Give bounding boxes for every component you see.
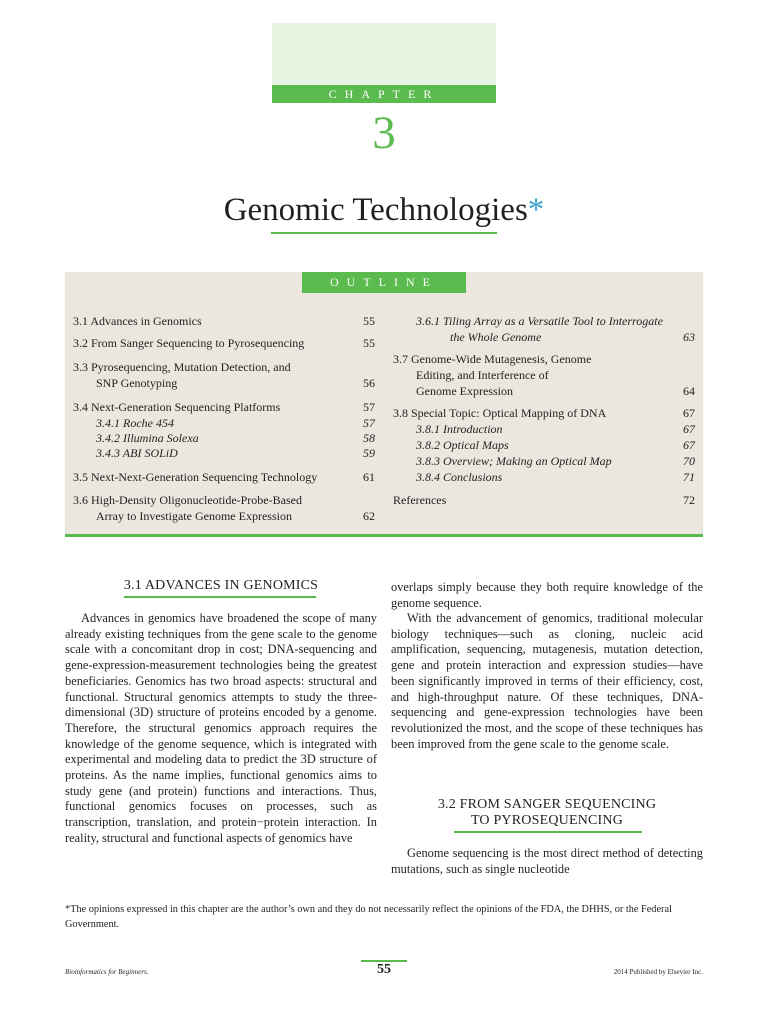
chapter-title: [120, 190, 648, 230]
outline-text: Advances in Genomics: [90, 314, 202, 328]
right-column-paragraph-continued: overlaps simply because they both require knowledge of the genome sequence.: [391, 580, 703, 610]
chapter-number: 3: [372, 107, 396, 159]
right-column-paragraph: With the advancement of genomics, traditional molecular biology techniques—such as cloning, nucleic acid amplification, sequencing, mutagenesis, mutation detection, gene and protein interaction and expression studies—have been significantly improved in terms of their efficiency, cost, and high-throughput nature. Of these techniques, DNA-sequencing and gene-expression technologies have been revolutionized the most, and the scope of these techniques has been improved from the gene scale to the genome scale.: [391, 611, 703, 751]
outline-num: 3.5: [73, 470, 88, 484]
outline-entry-3-3[interactable]: [73, 359, 291, 375]
outline-entry-3-8-4[interactable]: [416, 469, 502, 485]
outline-text: Overview; Making an Optical Map: [443, 454, 612, 468]
chapter-title-text: Genomic Technologies: [223, 192, 528, 228]
outline-page: 67: [683, 406, 695, 420]
outline-entry-3-4-1[interactable]: [96, 415, 174, 431]
outline-page: 67: [683, 438, 695, 452]
outline-page: 70: [683, 454, 695, 468]
outline-entry-3-7-cont: Editing, and Interference of: [416, 368, 549, 382]
outline-num: 3.2: [73, 336, 88, 350]
outline-page: 55: [363, 314, 375, 328]
outline-num: 3.8.4: [416, 470, 440, 484]
outline-page: 55: [363, 336, 375, 350]
outline-text: Genome-Wide Mutagenesis, Genome: [411, 352, 592, 366]
outline-page: 71: [683, 470, 695, 484]
outline-page: 58: [363, 431, 375, 445]
section-3-2-underline: [454, 831, 642, 833]
outline-text: High-Density Oligonucleotide-Probe-Based: [91, 493, 302, 507]
outline-num: 3.3: [73, 360, 88, 374]
outline-num: 3.1: [73, 314, 88, 328]
title-underline: [271, 232, 497, 234]
chapter-title-footnote-mark: *: [527, 192, 545, 228]
footer-publisher: 2014 Published by Elsevier Inc.: [613, 968, 703, 976]
outline-text: From Sanger Sequencing to Pyrosequencing: [91, 336, 305, 350]
outline-num: 3.4.3: [96, 446, 120, 460]
outline-entry-3-5[interactable]: [73, 469, 317, 485]
outline-num: 3.4.1: [96, 416, 120, 430]
outline-num: 3.4: [73, 400, 88, 414]
outline-page: 56: [363, 376, 375, 390]
outline-num: 3.8.3: [416, 454, 440, 468]
section-3-1-heading: 3.1 ADVANCES IN GENOMICS: [123, 578, 319, 593]
outline-text: Tiling Array as a Versatile Tool to Interrogate: [443, 314, 663, 328]
outline-num: 3.6.1: [416, 314, 440, 328]
outline-text: Roche 454: [123, 416, 174, 430]
outline-entry-3-6[interactable]: [73, 492, 302, 508]
outline-entry-3-7[interactable]: [393, 351, 591, 367]
page-number: 55: [377, 962, 391, 977]
outline-entry-3-6-1[interactable]: [416, 313, 663, 329]
outline-text: Special Topic: Optical Mapping of DNA: [411, 406, 607, 420]
outline-entry-3-1[interactable]: [73, 313, 202, 329]
outline-entry-3-8-2[interactable]: [416, 437, 509, 453]
outline-page: 57: [363, 400, 375, 414]
outline-entry-3-8-3[interactable]: [416, 453, 612, 469]
outline-entry-3-4-2[interactable]: [96, 430, 199, 446]
outline-label: OUTLINE: [302, 272, 466, 293]
outline-entry-3-2[interactable]: [73, 335, 304, 351]
chapter-header-box: [272, 23, 496, 85]
outline-num: 3.6: [73, 493, 88, 507]
outline-num: 3.8.1: [416, 422, 440, 436]
footer-book-title: Bioinformatics for Beginners.: [65, 968, 149, 976]
outline-entry-3-8[interactable]: [393, 405, 606, 421]
outline-page: 57: [363, 416, 375, 430]
outline-text: Introduction: [443, 422, 503, 436]
outline-entry-3-4[interactable]: [73, 399, 280, 415]
chapter-label: CHAPTER: [272, 85, 496, 103]
outline-text: Pyrosequencing, Mutation Detection, and: [91, 360, 291, 374]
outline-entry-references[interactable]: [393, 492, 446, 508]
section-3-2-heading-line2: TO PYROSEQUENCING: [470, 813, 624, 828]
outline-entry-3-4-3[interactable]: [96, 445, 178, 461]
section-3-1-underline: [124, 596, 316, 598]
outline-page: 61: [363, 470, 375, 484]
outline-text: ABI SOLiD: [122, 446, 178, 460]
outline-page: 72: [683, 493, 695, 507]
outline-num: 3.7: [393, 352, 408, 366]
outline-text: Illumina Solexa: [123, 431, 199, 445]
outline-page: 63: [683, 330, 695, 344]
section-3-2-heading-line1: 3.2 FROM SANGER SEQUENCING: [437, 797, 657, 812]
footnote: *The opinions expressed in this chapter are the author’s own and they do not necessarily reflect the opinions of the FDA, the DHHS, or the Federal Government.: [65, 904, 672, 930]
outline-entry-3-8-1[interactable]: [416, 421, 503, 437]
outline-page: 64: [683, 384, 695, 398]
outline-page: 67: [683, 422, 695, 436]
outline-num: 3.4.2: [96, 431, 120, 445]
outline-entry-3-6-cont: Array to Investigate Genome Expression: [96, 509, 292, 523]
outline-text: Next-Next-Generation Sequencing Technology: [91, 470, 318, 484]
outline-text: Optical Maps: [443, 438, 509, 452]
outline-page: 59: [363, 446, 375, 460]
outline-entry-3-6-1-cont: the Whole Genome: [450, 330, 542, 344]
section-3-2-paragraph: Genome sequencing is the most direct method of detecting mutations, such as single nucleotide: [391, 846, 703, 876]
outline-entry-3-3-cont: SNP Genotyping: [96, 376, 178, 390]
section-3-1-paragraph: Advances in genomics have broadened the scope of many already existing techniques from the gene scale to the genome scale with a concomitant drop in cost; DNA-sequencing and gene-expression-measurement technologies being the greatest beneficiaries. Genomics has two broad aspects: structural and functional. Structural genomics attempts to study the three-dimensional (3D) structure of proteins encoded by a genome. Therefore, the structural genomics approach requires the knowledge of the genome sequence, which is integrated with experimental and modeling data to predict the 3D structure of proteins. As the name implies, functional genomics aims to study gene (and protein) functions and interactions. Thus, functional genomics focuses on processes, such as transcription, translation, and protein−protein interaction. In reality, structural and functional aspects of genomics have: [65, 611, 377, 845]
outline-num: 3.8.2: [416, 438, 440, 452]
outline-entry-3-7-cont2: Genome Expression: [416, 384, 513, 398]
outline-text: Next-Generation Sequencing Platforms: [91, 400, 281, 414]
outline-text: References: [393, 493, 447, 507]
outline-num: 3.8: [393, 406, 408, 420]
outline-text: Conclusions: [443, 470, 503, 484]
outline-page: 62: [363, 509, 375, 523]
